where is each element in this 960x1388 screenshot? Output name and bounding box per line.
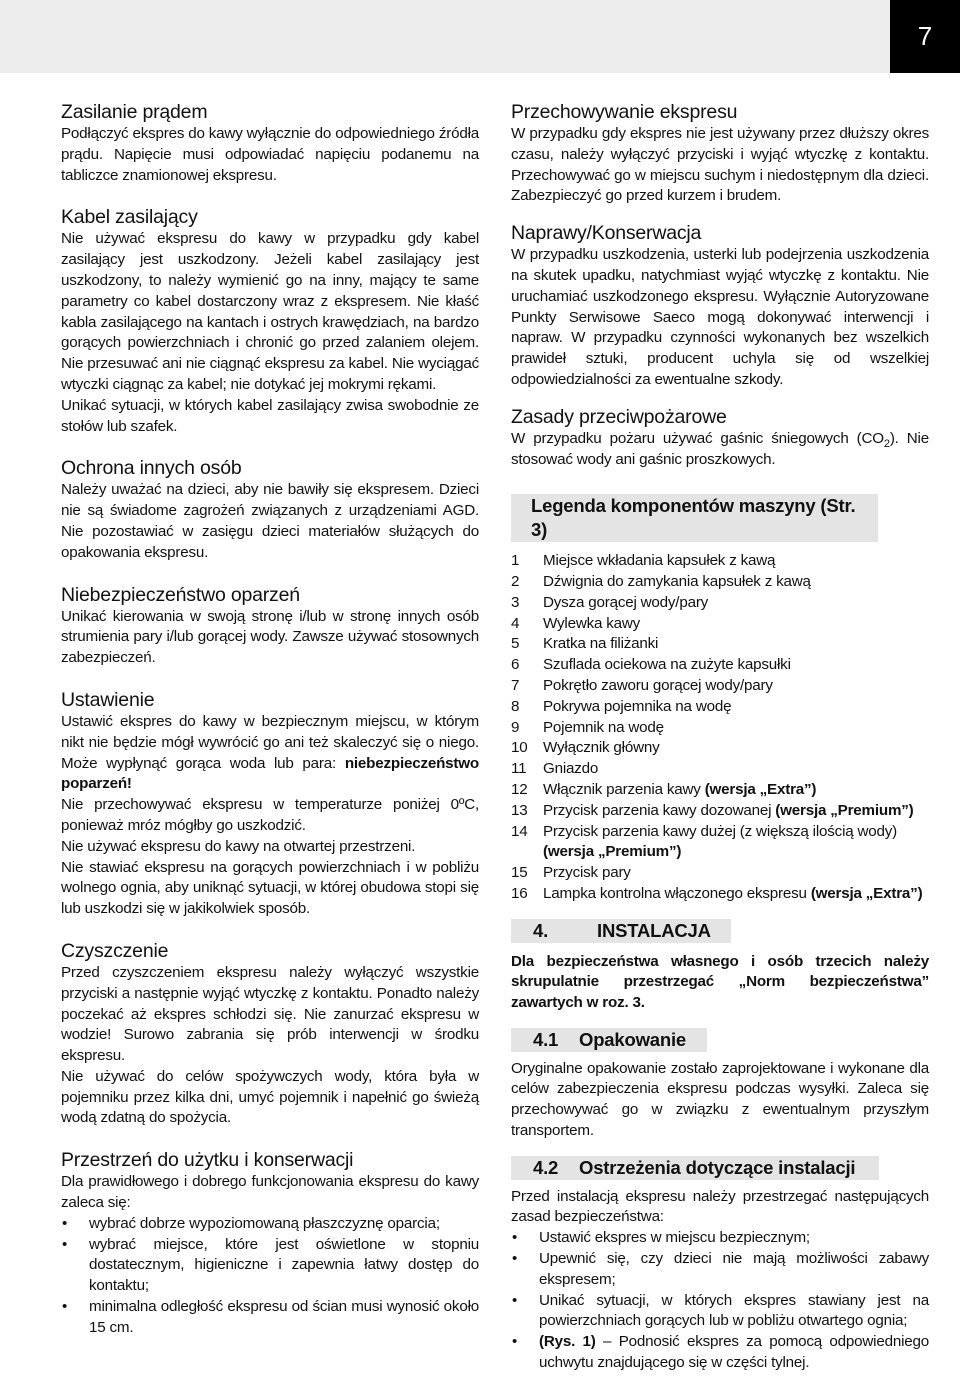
legend-item-label: Pokrywa pojemnika na wodę — [543, 697, 732, 715]
legend-item-text — [543, 738, 929, 759]
legend-item-label: Dysza gorącej wody/pary — [543, 593, 709, 611]
legend-item-number: 14 — [511, 822, 528, 840]
legend-item-number: 8 — [511, 697, 520, 715]
paragraph: Dla prawidłowego i dobrego funkcjonowania ekspresu do kawy zaleca się: — [61, 1173, 479, 1212]
legend-item-number: 9 — [511, 718, 520, 736]
paragraph: Należy uważać na dzieci, aby nie bawiły się ekspresem. Dzieci nie są świadome zagrożeń związanych z urządzeniami AGD. Nie pozostawiać w zasięgu dzieci materiałów służących do opakowania ekspresu. — [61, 481, 479, 561]
section-title: Przechowywanie ekspresu — [511, 101, 738, 123]
legend-item — [511, 676, 929, 697]
legend-item-label: Włącznik parzenia kawy — [543, 780, 705, 798]
legend-item-text — [543, 655, 929, 676]
legend-item-text — [543, 759, 929, 780]
section-title: Przestrzeń do użytku i konserwacji — [61, 1149, 354, 1172]
legend-heading: Legenda komponentów maszyny (Str. 3) — [511, 494, 878, 542]
paragraph-text: Ustawić ekspres do kawy w bezpiecznym miejscu, w którym nikt nie będzie mógł wywrócić go ani też skaleczyć się o niego. Może wypłynąć gorąca woda lub para: — [61, 712, 479, 772]
legend-item-text — [543, 801, 929, 822]
paragraph: Nie przechowywać ekspresu w temperaturze poniżej 0ºC, ponieważ mróz mógłby go uszkodzić. — [61, 796, 479, 834]
legend-item-version: (wersja „Premium”) — [543, 843, 682, 861]
paragraph: Nie używać ekspresu do kawy na otwartej przestrzeni. — [61, 837, 416, 855]
section-przechowywanie — [511, 100, 929, 207]
legend-item-number: 15 — [511, 864, 528, 882]
legend-item-label: Przycisk parzenia kawy dozowanej — [543, 801, 776, 819]
legend-item — [511, 801, 929, 822]
section-ostrzezenia — [511, 1156, 929, 1374]
page-number: 7 — [890, 0, 960, 73]
paragraph: W przypadku uszkodzenia, usterki lub podejrzenia uszkodzenia na skutek upadku, natychmiast wyjąć wtyczkę z kontaktu. Nie uruchamiać uszkodzonego ekspresu. Wyłącznie Autoryzowane Punkty Serwisowe Saeco mogą dokonywać interwencji i napraw. W przypadku czynności wykonanych bez wszelkich prawideł sztuki, producent uchyla się od wszelkiej odpowiedzialności za ewentualne szkody. — [511, 246, 929, 388]
legend-item — [511, 738, 929, 759]
section-title: Czyszczenie — [61, 939, 169, 962]
legend-item-version: (wersja „Premium”) — [775, 801, 914, 819]
legend-item — [511, 780, 929, 801]
header-bar — [0, 0, 890, 73]
list-item: • wybrać miejsce, które jest oświetlone w stopniu dostatecznym, higieniczne i zapewnia łatwy dostęp do kontaktu; — [61, 1235, 479, 1297]
legend-item-number: 1 — [511, 552, 520, 570]
legend-item-text — [543, 614, 929, 635]
section-ochrona — [61, 456, 479, 563]
legend-item-label: Miejsce wkładania kapsułek z kawą — [543, 552, 776, 570]
section-opakowanie — [511, 1028, 929, 1142]
subchapter-heading — [511, 1156, 879, 1180]
paragraph: Unikać sytuacji, w których kabel zasilający zwisa swobodnie ze stołów lub szafek. — [61, 396, 479, 435]
legend-item — [511, 863, 929, 884]
subchapter-number: 4.2 — [533, 1156, 559, 1178]
legend-item-label: Wylewka kawy — [543, 614, 641, 632]
section-naprawy — [511, 221, 929, 391]
legend-item-number: 5 — [511, 635, 520, 653]
right-column — [511, 100, 929, 1388]
legend-item-text — [543, 780, 929, 801]
legend-item-text — [543, 634, 929, 655]
legend-item-text — [543, 822, 929, 864]
list-item: • Upewnić się, czy dzieci nie mają możliwości zabawy ekspresem; — [511, 1249, 929, 1291]
subchapter-heading — [511, 1028, 707, 1052]
legend-item-label: Szuflada ociekowa na zużyte kapsułki — [543, 656, 791, 674]
legend-item-label: Pojemnik na wodę — [543, 718, 664, 736]
chapter-heading — [511, 919, 731, 943]
legend-item-number: 4 — [511, 614, 520, 632]
section-ustawienie — [61, 688, 479, 920]
legend-item — [511, 572, 929, 593]
legend-item — [511, 634, 929, 655]
warning-text: niebezpieczeństwo poparzeń! — [61, 754, 479, 793]
paragraph: W przypadku gdy ekspres nie jest używany przez dłuższy okres czasu, należy wyłączyć przyciski i wyjąć wtyczkę z kontaktu. Przechowywać go w miejscu suchym i niedostępnym dla dzieci. Zabezpieczyć go przed kurzem i brudem. — [511, 125, 929, 205]
legend-item-version: (wersja „Extra”) — [810, 884, 923, 902]
subchapter-number: 4.1 — [533, 1028, 559, 1050]
section-title: Niebezpieczeństwo oparzeń — [61, 583, 300, 606]
list-item: • wybrać dobrze wypoziomowaną płaszczyznę oparcia; — [61, 1214, 479, 1235]
list-item-text: – Podnosić ekspres za pomocą odpowiedniego uchwytu znajdującego się w części tylnej. — [539, 1333, 930, 1372]
legend-item-text — [543, 593, 929, 614]
list-item: • Unikać sytuacji, w których ekspres stawiany jest na powierzchniach gorących lub w pobliżu otwartego ognia; — [511, 1291, 929, 1333]
legend-item — [511, 551, 929, 572]
legend-item-number: 13 — [511, 801, 528, 819]
paragraph: Podłączyć ekspres do kawy wyłącznie do odpowiedniego źródła prądu. Napięcie musi odpowiadać napięciu podanemu na tabliczce znamionowej ekspresu. — [61, 125, 479, 184]
paragraph — [511, 429, 929, 471]
section-title: Naprawy/Konserwacja — [511, 222, 702, 245]
legend-item-label: Pokrętło zaworu gorącej wody/pary — [543, 676, 773, 694]
paragraph: Przed czyszczeniem ekspresu należy wyłączyć wszystkie przyciski a następnie wyjąć wtyczkę z kontaktu. Ponadto należy poczekać aż ekspres schłodzi się. Nie zanurzać ekspresu w wodzie! Surowo zabrania się prób interwencji w środku ekspresu. — [61, 963, 479, 1065]
legend-item-number: 16 — [511, 884, 528, 902]
legend-item-version: (wersja „Extra”) — [704, 780, 817, 798]
left-column — [61, 100, 479, 1358]
legend-item-number: 10 — [511, 739, 528, 757]
list-item: • minimalna odległość ekspresu od ścian musi wynosić około 15 cm. — [61, 1297, 479, 1339]
legend-item-number: 12 — [511, 780, 528, 798]
section-instalacja — [511, 919, 929, 1014]
legend-item — [511, 593, 929, 614]
legend-item-label: Lampka kontrolna włączonego ekspresu — [543, 884, 811, 902]
legend-item-label: Gniazdo — [543, 760, 599, 778]
bullet-list — [511, 1228, 929, 1374]
subchapter-title: Ostrzeżenia dotyczące instalacji — [579, 1156, 856, 1178]
legend-item-label: Przycisk parzenia kawy dużej (z większą ilością wody) — [543, 822, 898, 840]
section-title: Ustawienie — [61, 688, 155, 711]
paragraph: Oryginalne opakowanie zostało zaprojektowane i wykonane dla celów zabezpieczenia ekspresu podczas wysyłki. Zaleca się przechowywać go w związku z ewentualnym przyszłym transportem. — [511, 1059, 929, 1140]
section-kabel — [61, 205, 479, 437]
legend-item-number: 7 — [511, 676, 520, 694]
paragraph: Nie używać ekspresu do kawy w przypadku gdy kabel zasilający jest uszkodzony. Jeżeli kabel zasilający jest uszkodzony, to należy wymienić go na inny, mający te same parametry co kabel dostarczony wraz z ekspresem. Nie kłaść kabla zasilającego na kantach i ostrych krawędziach, na bardzo gorących powierzchniach i chronić go przed zalaniem olejem. Nie przesuwać ani nie ciągnąć ekspresu za kabel. Nie wyciągać wtyczki ciągnąc za kabel; nie dotykać jej mokrymi rękami. — [61, 230, 479, 393]
legend-item — [511, 759, 929, 780]
section-title: Zasady przeciwpożarowe — [511, 405, 727, 428]
subscript: 2 — [883, 437, 890, 450]
legend-item-label: Przycisk pary — [543, 864, 631, 882]
section-czyszczenie — [61, 939, 479, 1129]
legend-item-number: 3 — [511, 593, 520, 611]
legend-item-text — [543, 863, 929, 884]
legend-list — [511, 551, 929, 905]
legend-item-number: 6 — [511, 656, 520, 674]
legend-item-text — [543, 551, 929, 572]
subchapter-title: Opakowanie — [579, 1028, 686, 1050]
section-zasady — [511, 405, 929, 471]
section-zasilanie — [61, 100, 479, 186]
legend-item-label: Kratka na filiżanki — [543, 635, 659, 653]
legend-item — [511, 697, 929, 718]
paragraph — [61, 712, 479, 795]
legend-item-text — [543, 676, 929, 697]
legend-item-text — [543, 718, 929, 739]
list-item — [511, 1332, 929, 1374]
bullet-list — [61, 1214, 479, 1339]
legend-item — [511, 655, 929, 676]
legend-item-text — [543, 884, 929, 905]
list-item: • Ustawić ekspres w miejscu bezpiecznym; — [511, 1228, 929, 1249]
section-title: Ochrona innych osób — [61, 457, 242, 480]
chapter-number: 4. — [533, 919, 549, 941]
legend-item-text — [543, 697, 929, 718]
section-oparzen — [61, 583, 479, 669]
legend-item-label: Dźwignia do zamykania kapsułek z kawą — [543, 572, 811, 590]
legend-item-text — [543, 572, 929, 593]
legend-item — [511, 614, 929, 635]
paragraph-text: ). Nie stosować wody ani gaśnic proszkowych. — [511, 429, 929, 468]
chapter-title: INSTALACJA — [597, 919, 711, 941]
section-title: Zasilanie prądem — [61, 101, 208, 123]
section-title: Kabel zasilający — [61, 206, 198, 229]
paragraph: Nie używać do celów spożywczych wody, która była w pojemniku przez kilka dni, umyć pojemnik i napełnić go świeżą wodą zdatną do spożycia. — [61, 1067, 479, 1127]
legend-item-number: 11 — [511, 760, 527, 778]
legend-item-label: Wyłącznik główny — [543, 739, 660, 757]
legend-item — [511, 884, 929, 905]
paragraph: Unikać kierowania w swoją stronę i/lub w stronę innych osób strumienia pary i/lub gorącej wody. Zawsze używać stosownych zabezpieczeń. — [61, 607, 479, 667]
paragraph: Przed instalacją ekspresu należy przestrzegać następujących zasad bezpieczeństwa: — [511, 1187, 929, 1226]
legend-item-number: 2 — [511, 572, 520, 590]
paragraph: Dla bezpieczeństwa własnego i osób trzecich należy skrupulatnie przestrzegać „Norm bezpieczeństwa” zawartych w roz. 3. — [511, 952, 929, 1012]
legend-item — [511, 718, 929, 739]
section-przestrzen — [61, 1148, 479, 1338]
legend-item — [511, 822, 929, 864]
figure-ref: (Rys. 1) — [539, 1333, 596, 1351]
section-legend — [511, 484, 929, 904]
paragraph: Nie stawiać ekspresu na gorących powierzchniach i w pobliżu wolnego ognia, aby uniknąć sytuacji, w której obudowa stopi się lub uszkodzi się w jakikolwiek sposób. — [61, 858, 479, 918]
paragraph-text: W przypadku pożaru używać gaśnic śniegowych (CO — [511, 429, 884, 447]
